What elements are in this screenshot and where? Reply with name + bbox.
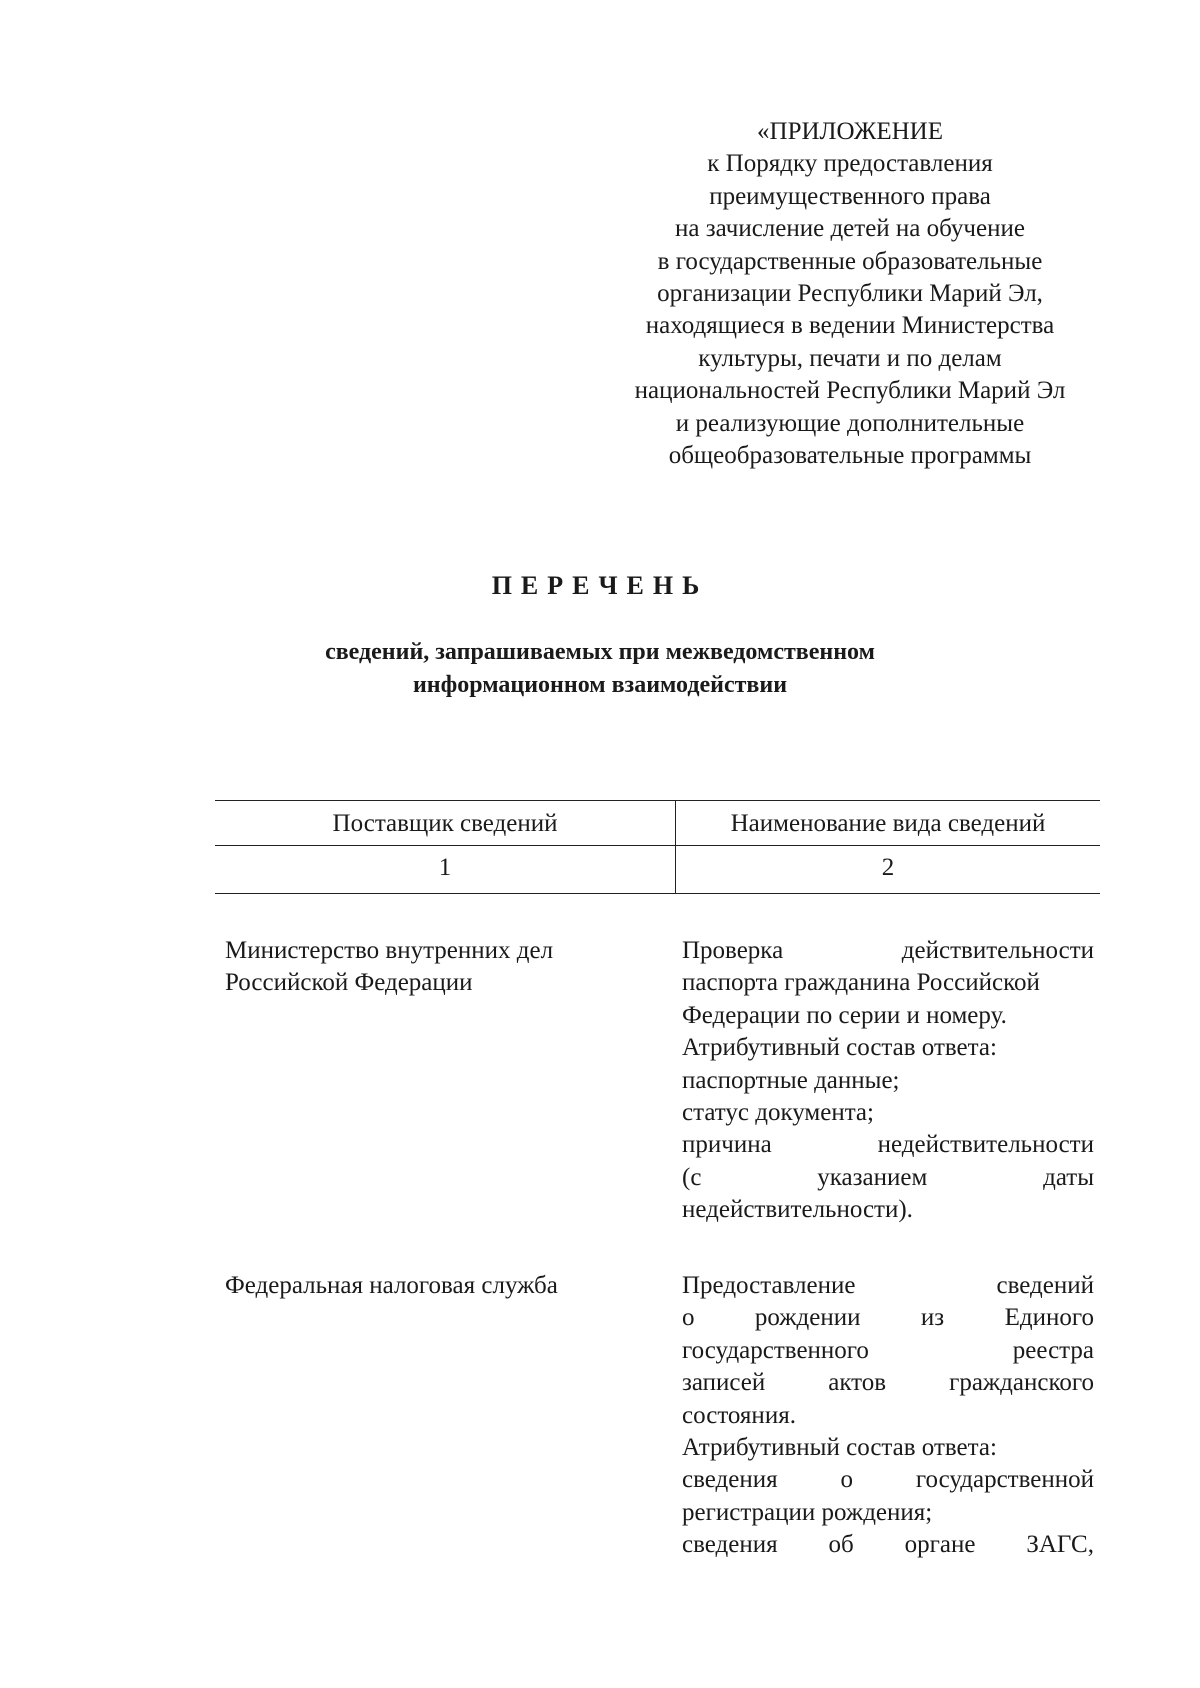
info-word: государственного [682,1336,869,1364]
appendix-line: к Порядку предоставления [707,150,993,178]
info-word: Единого [1004,1304,1094,1332]
appendix-line: в государственные образовательные [657,247,1043,275]
info-word: недействительности [877,1131,1094,1159]
appendix-block [560,116,1140,472]
info-line [682,1270,1094,1302]
info-line: паспорта гражданина Российской [682,969,1040,997]
info-line [682,1302,1094,1334]
row-2-info [682,1270,1094,1562]
header-provider: Поставщик сведений [332,810,558,837]
appendix-line: на зачисление детей на обучение [675,215,1025,243]
provider-line: Российской Федерации [225,969,473,997]
appendix-line: находящиеся в ведении Министерства [645,312,1055,340]
info-word: актов [828,1369,887,1397]
info-word: органе [904,1531,976,1559]
info-word: Проверка [682,937,784,964]
info-line [682,1129,1094,1161]
info-word: о [682,1304,695,1332]
subtitle-line: сведений, запрашиваемых при межведомственном [325,639,875,665]
info-line: статус документа; [682,1099,874,1127]
info-word: сведения [682,1466,778,1494]
provider-line: Министерство внутренних дел [225,937,554,964]
appendix-line: и реализующие дополнительные [675,409,1025,437]
document-title: ПЕРЕЧЕНЬ [491,571,709,600]
info-word: государственной [915,1466,1094,1494]
info-word: сведения [682,1531,778,1559]
appendix-line: национальностей Республики Марий Эл [634,377,1066,405]
subtitle-line: информационном взаимодействии [412,672,788,698]
info-word: даты [1043,1163,1094,1191]
appendix-line: культуры, печати и по делам [698,344,1002,372]
info-word: Предоставление [682,1272,856,1299]
info-line: недействительности). [682,1196,913,1224]
info-line: паспортные данные; [682,1066,900,1094]
provider-line: Федеральная налоговая служба [225,1272,558,1299]
info-line [682,935,1094,967]
info-word: о [840,1466,853,1494]
appendix-line: преимущественного права [709,182,991,210]
column-number-2: 2 [881,854,895,881]
info-word: реестра [1012,1336,1094,1364]
info-line [682,1529,1094,1561]
info-word: об [828,1531,854,1559]
row-1-provider [225,935,625,1000]
info-word: (с [682,1163,702,1191]
info-word: сведений [996,1272,1094,1299]
info-line: Атрибутивный состав ответа: [682,1034,997,1062]
info-line [682,1335,1094,1367]
info-word: гражданского [949,1369,1094,1397]
appendix-line: общеобразовательные программы [668,442,1032,470]
info-line: регистрации рождения; [682,1498,933,1526]
table-divider [215,845,1100,846]
appendix-line: «ПРИЛОЖЕНИЕ [757,118,943,145]
info-word: действительности [901,937,1094,964]
info-line [682,1367,1094,1399]
info-line [682,1162,1094,1194]
info-word: из [920,1304,945,1332]
info-line: состояния. [682,1401,796,1429]
table-header [215,800,1100,894]
info-word: причина [682,1131,772,1159]
info-line: Атрибутивный состав ответа: [682,1434,997,1462]
column-number-1: 1 [438,854,452,881]
info-word: рождении [754,1304,861,1332]
info-line [682,1464,1094,1496]
document-subtitle [0,636,1200,702]
row-1-info [682,935,1094,1227]
header-info-type: Наименование вида сведений [730,810,1046,837]
info-word: записей [682,1369,766,1397]
info-line: Федерации по серии и номеру. [682,1001,1007,1029]
row-2-provider [225,1270,625,1302]
info-word: указанием [817,1163,928,1191]
info-word: ЗАГС, [1026,1531,1094,1559]
appendix-line: организации Республики Марий Эл, [657,280,1043,308]
